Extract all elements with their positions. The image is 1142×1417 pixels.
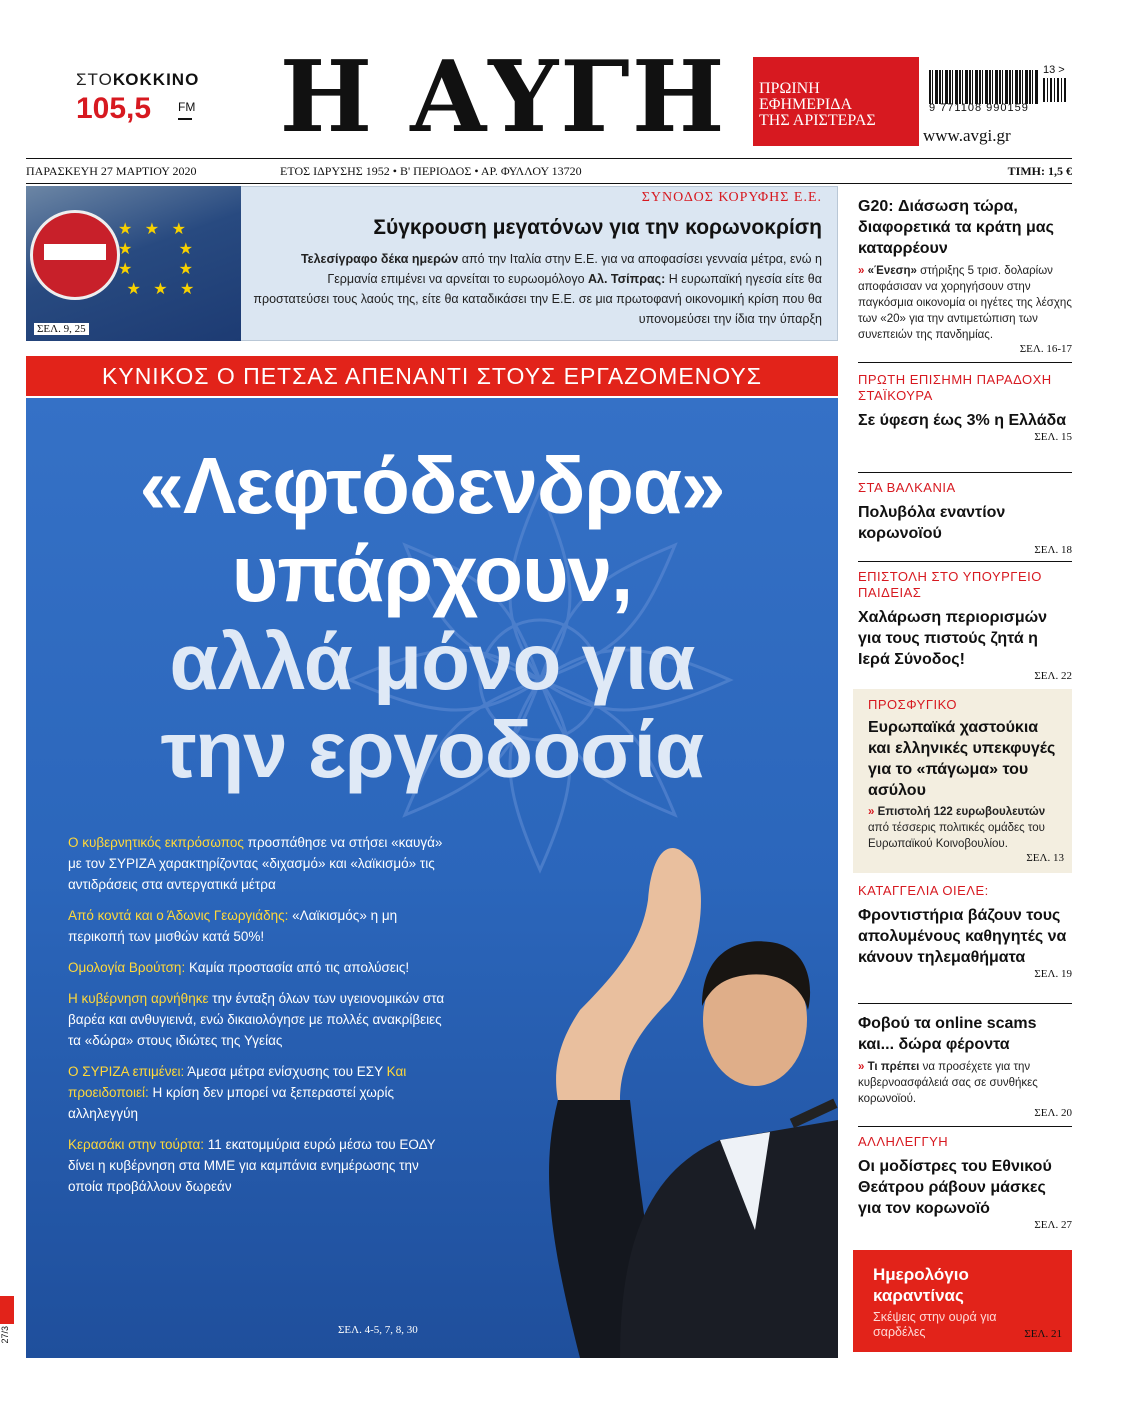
arrow-icon: » xyxy=(858,1061,865,1073)
solidarity-pages: ΣΕΛ. 27 xyxy=(1034,1219,1072,1231)
balkans-label: ΣΤΑ ΒΑΛΚΑΝΙΑ xyxy=(858,480,956,495)
issue-info: ΕΤΟΣ ΙΔΡΥΣΗΣ 1952 • Β' ΠΕΡΙΟΔΟΣ • ΑΡ. ΦΥΛΛΟΥ 13720 xyxy=(280,164,582,178)
arrow-icon: » xyxy=(868,806,875,818)
website-link[interactable]: www.avgi.gr xyxy=(923,126,1011,145)
solidarity-headline[interactable]: Οι μοδίστρες του Εθνικού Θεάτρου ράβουν μάσκες για τον κορωνοϊό xyxy=(858,1158,1052,1217)
diary-headline[interactable]: Ημερολόγιο καραντίνας xyxy=(873,1265,969,1305)
arrow-icon: » xyxy=(858,265,865,277)
kicker-banner[interactable]: ΚΥΝΙΚΟΣ Ο ΠΕΤΣΑΣ ΑΠΕΝΑΝΤΙ ΣΤΟΥΣ ΕΡΓΑΖΟΜΕΝΟΥΣ xyxy=(26,356,838,396)
eu-stars-icon: ★ ★ ★ ★ ★ ★ ★ ★ ★ ★ xyxy=(118,221,199,298)
barcode-addon-bars xyxy=(1043,78,1067,102)
sidebar-oiele[interactable] xyxy=(858,883,1072,980)
radio-dash xyxy=(178,118,192,120)
solidarity-label: ΑΛΛΗΛΕΓΓΥΗ xyxy=(858,1134,949,1149)
sidebar-solidarity[interactable] xyxy=(858,1134,1072,1231)
barcode-number: 9 771108 990159 xyxy=(929,102,1029,114)
synod-label: ΕΠΙΣΤΟΛΗ ΣΤΟ ΥΠΟΥΡΓΕΙΟ ΠΑΙΔΕΙΑΣ xyxy=(858,569,1042,600)
barcode-bars xyxy=(929,70,1039,104)
radio-ad xyxy=(76,70,200,126)
oiele-pages: ΣΕΛ. 19 xyxy=(1034,968,1072,980)
sidebar-g20[interactable] xyxy=(858,196,1072,355)
radio-frequency: 105,5 xyxy=(76,92,152,125)
issue-date: ΠΑΡΑΣΚΕΥΗ 27 ΜΑΡΤΙΟΥ 2020 xyxy=(26,164,197,178)
newspaper-logo[interactable]: Η ΑΥΓΗ xyxy=(279,40,727,155)
oiele-headline[interactable]: Φροντιστήρια βάζουν τους απολυμένους καθηγητές να κάνουν τηλεμαθήματα xyxy=(858,907,1067,966)
no-entry-bar xyxy=(44,244,106,260)
sidebar-synod[interactable] xyxy=(858,569,1072,682)
synod-pages: ΣΕΛ. 22 xyxy=(1034,670,1072,682)
g20-headline[interactable]: G20: Διάσωση τώρα, διαφορετικά τα κράτη μας καταρρέουν xyxy=(858,198,1054,257)
dateline xyxy=(26,158,1072,184)
g20-pages: ΣΕΛ. 16-17 xyxy=(1019,343,1072,355)
sidebar-divider xyxy=(858,561,1072,562)
main-story-pages: ΣΕΛ. 4-5, 7, 8, 30 xyxy=(338,1324,418,1336)
side-date: 27/3 xyxy=(0,1326,10,1344)
refugee-text: » Επιστολή 122 ευρωβουλευτών από τέσσερις πολιτικές ομάδες του Ευρωπαϊκού Κοινοβουλίου. xyxy=(868,806,1046,850)
bullet-item: Κερασάκι στην τούρτα: 11 εκατομμύρια ευρώ μέσω του ΕΟΔΥ δίνει η κυβέρνηση στα ΜΜΕ για καμπάνια ενημέρωσης την οποία προβάλλουν δωρεάν xyxy=(68,1137,436,1194)
scams-text: » Τι πρέπει να προσέχετε για την κυβερνοασφάλειά σας σε συνθήκες κορωνοϊού. xyxy=(858,1061,1038,1105)
side-red-strip xyxy=(0,1296,14,1324)
issue-code: 13 > xyxy=(1043,64,1065,76)
oiele-label: ΚΑΤΑΓΓΕΛΙΑ ΟΙΕΛΕ: xyxy=(858,883,989,898)
main-story-bullets xyxy=(68,832,448,1207)
staikouras-label: ΠΡΩΤΗ ΕΠΙΣΗΜΗ ΠΑΡΑΔΟΧΗ ΣΤΑΪΚΟΥΡΑ xyxy=(858,372,1052,403)
top-story-pages: ΣΕΛ. 9, 25 xyxy=(34,323,89,335)
sidebar-divider xyxy=(858,1126,1072,1127)
balkans-headline[interactable]: Πολυβόλα εναντίον κορωνοϊού xyxy=(858,504,1006,542)
synod-headline[interactable]: Χαλάρωση περιορισμών για τους πιστούς ζητά η Ιερά Σύνοδος! xyxy=(858,609,1048,668)
sidebar-scams[interactable] xyxy=(858,1013,1072,1119)
bullet-item: Ομολογία Βρούτση: Καμία προστασία από τις απολύσεις! xyxy=(68,960,410,975)
staikouras-pages: ΣΕΛ. 15 xyxy=(1034,431,1072,443)
refugee-label: ΠΡΟΣΦΥΓΙΚΟ xyxy=(868,697,957,712)
diary-box[interactable] xyxy=(853,1250,1072,1352)
scams-pages: ΣΕΛ. 20 xyxy=(1034,1107,1072,1119)
g20-text: » «Ένεση» στήριξης 5 τρισ. δολαρίων αποφάσισαν να χορηγήσουν στην παγκόσμια οικονομία οι ηγέτες της λέσχης των «20» για την αντιμετώπιση των συνεπειών της πανδημίας. xyxy=(858,265,1072,341)
raised-hand xyxy=(556,848,701,1110)
main-headline-line-2[interactable]: υπάρχουν, xyxy=(231,529,633,618)
radio-brand: ΣΤΟΚΟΚΚΙΝΟ xyxy=(76,70,200,89)
top-story-headline[interactable]: Σύγκρουση μεγατόνων για την κορωνοκρίση xyxy=(373,216,822,239)
sidebar-divider xyxy=(858,472,1072,473)
bullet-item: Ο ΣΥΡΙΖΑ επιμένει: Άμεσα μέτρα ενίσχυσης του ΕΣΥ Και προειδοποιεί: Η κρίση δεν μπορεί να ξεπεραστεί χωρίς αλληλεγγύη xyxy=(68,1064,407,1121)
sidebar-divider xyxy=(858,362,1072,363)
refugee-headline[interactable]: Ευρωπαϊκά χαστούκια και ελληνικές υπεκφυγές για το «πάγωμα» του ασύλου xyxy=(868,719,1056,799)
sidebar-refugee[interactable] xyxy=(868,697,1064,864)
scams-headline[interactable]: Φοβού τα online scams και... δώρα φέροντα xyxy=(858,1015,1037,1053)
sidebar-divider xyxy=(858,1003,1072,1004)
main-headline-line-4[interactable]: την εργοδοσία xyxy=(160,705,704,794)
issue-price: ΤΙΜΗ: 1,5 € xyxy=(1007,164,1072,178)
main-headline-line-3[interactable]: αλλά μόνο για xyxy=(169,617,695,706)
diary-text: Σκέψεις στην ουρά για σαρδέλες xyxy=(873,1310,997,1339)
tagline-box: ΠΡΩΙΝΗ ΕΦΗΜΕΡΙΔΑ ΤΗΣ ΑΡΙΣΤΕΡΑΣ xyxy=(753,57,919,146)
sidebar-balkans[interactable] xyxy=(858,480,1072,556)
sidebar-staikouras[interactable] xyxy=(858,372,1072,443)
barcode xyxy=(929,64,1079,114)
main-headline-line-1[interactable]: «Λεφτόδενδρα» xyxy=(139,441,725,530)
spokesman-photo xyxy=(470,810,838,1358)
top-story-text: Τελεσίγραφο δέκα ημερών από την Ιταλία στην Ε.Ε. για να αποφασίσει γενναία μέτρα, ενώ η Γερμανία επιμένει να αρνείται το ευρωομόλογο Αλ. Τσίπρας: Η ευρωπαϊκή ηγεσία είτε θα προστατεύσει τους λαούς της, είτε θα καταδικάσει την Ε.Ε. σε μια πρωτοφανή οικονομική κρίση που θα υπονομεύσει την ίδια την ύπαρξη xyxy=(253,252,822,326)
bullet-item: Η κυβέρνηση αρνήθηκε την ένταξη όλων των υγειονομικών στα βαρέα και ανθυγιεινά, ενώ δικαιολόγησε με πολλές ανακρίβειες τα «δώρα» στους ιδιώτες της Υγείας xyxy=(68,991,445,1048)
staikouras-headline[interactable]: Σε ύφεση έως 3% η Ελλάδα xyxy=(858,412,1067,429)
radio-fm-label: FM xyxy=(178,100,196,114)
refugee-pages: ΣΕΛ. 13 xyxy=(1026,852,1064,864)
bullet-item: Από κοντά και ο Άδωνις Γεωργιάδης: «Λαϊκισμός» η μη περικοπή των μισθών κατά 50%! xyxy=(68,908,398,944)
bullet-item: Ο κυβερνητικός εκπρόσωπος προσπάθησε να στήσει «καυγά» με τον ΣΥΡΙΖΑ χαρακτηρίζοντας «διχασμό» και «λαϊκισμό» τις αντιδράσεις στα αντεργατικά μέτρα xyxy=(68,835,443,892)
balkans-pages: ΣΕΛ. 18 xyxy=(1034,544,1072,556)
diary-pages: ΣΕΛ. 21 xyxy=(1024,1328,1062,1340)
top-story-label: ΣΥΝΟΔΟΣ ΚΟΡΥΦΗΣ Ε.Ε. xyxy=(641,190,822,205)
